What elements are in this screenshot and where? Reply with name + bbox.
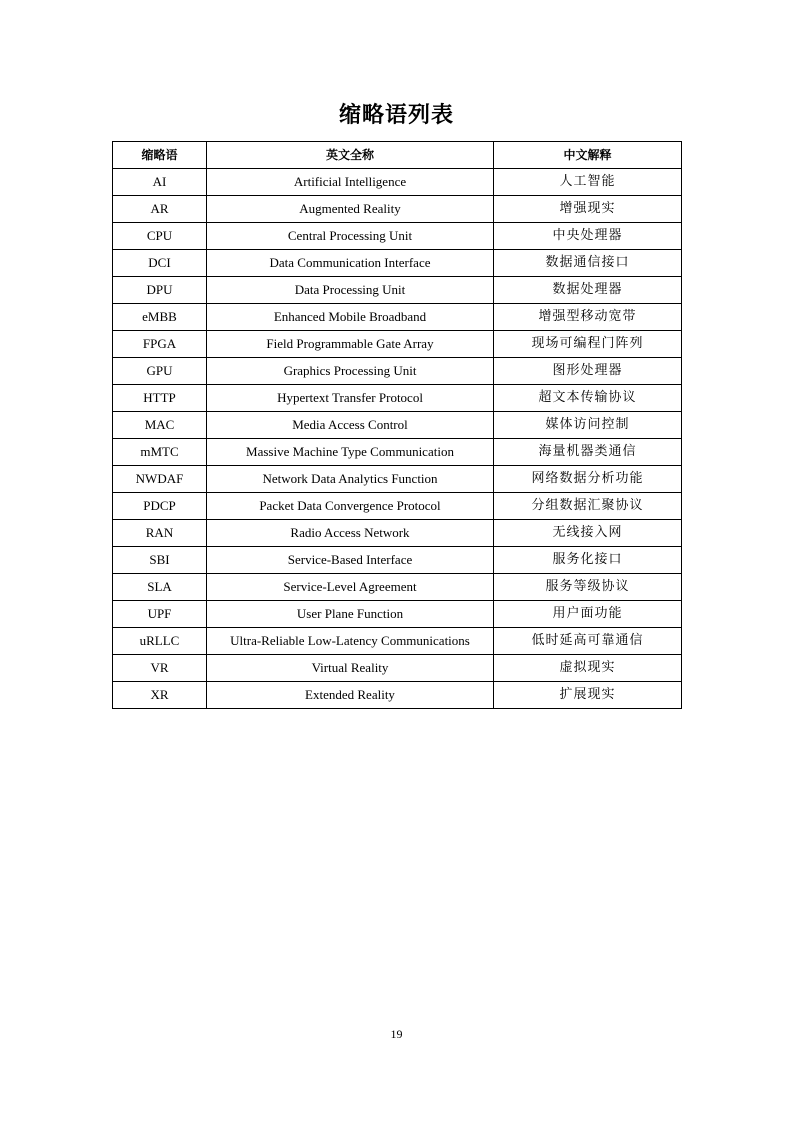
cell-english-full-name: Extended Reality	[207, 682, 494, 709]
cell-english-full-name: Hypertext Transfer Protocol	[207, 385, 494, 412]
abbreviation-table	[112, 141, 682, 709]
cell-english-full-name: Service-Based Interface	[207, 547, 494, 574]
cell-chinese-explanation: 增强现实	[494, 196, 682, 223]
table-row	[113, 412, 682, 439]
table-row	[113, 466, 682, 493]
cell-chinese-explanation: 低时延高可靠通信	[494, 628, 682, 655]
cell-english-full-name: Central Processing Unit	[207, 223, 494, 250]
cell-abbreviation: CPU	[113, 223, 207, 250]
cell-chinese-explanation: 虚拟现实	[494, 655, 682, 682]
cell-english-full-name: Ultra-Reliable Low-Latency Communications	[207, 628, 494, 655]
cell-english-full-name: Virtual Reality	[207, 655, 494, 682]
table-row	[113, 358, 682, 385]
table-row	[113, 547, 682, 574]
page-title: 缩略语列表	[338, 103, 454, 128]
cell-abbreviation: DPU	[113, 277, 207, 304]
cell-abbreviation: eMBB	[113, 304, 207, 331]
cell-abbreviation: VR	[113, 655, 207, 682]
table-row	[113, 520, 682, 547]
table-row	[113, 682, 682, 709]
cell-chinese-explanation: 服务等级协议	[494, 574, 682, 601]
cell-abbreviation: SLA	[113, 574, 207, 601]
cell-chinese-explanation: 分组数据汇聚协议	[494, 493, 682, 520]
header-abbreviation: 缩略语	[113, 142, 207, 169]
cell-chinese-explanation: 增强型移动宽带	[494, 304, 682, 331]
cell-chinese-explanation: 数据通信接口	[494, 250, 682, 277]
cell-abbreviation: DCI	[113, 250, 207, 277]
page-number: 19	[390, 1027, 403, 1041]
cell-english-full-name: Service-Level Agreement	[207, 574, 494, 601]
table-row	[113, 493, 682, 520]
cell-abbreviation: AR	[113, 196, 207, 223]
cell-english-full-name: Artificial Intelligence	[207, 169, 494, 196]
cell-chinese-explanation: 人工智能	[494, 169, 682, 196]
table-row	[113, 277, 682, 304]
header-chinese-explanation: 中文解释	[494, 142, 682, 169]
cell-chinese-explanation: 现场可编程门阵列	[494, 331, 682, 358]
cell-english-full-name: Data Processing Unit	[207, 277, 494, 304]
cell-abbreviation: mMTC	[113, 439, 207, 466]
cell-chinese-explanation: 无线接入网	[494, 520, 682, 547]
table-row	[113, 250, 682, 277]
cell-english-full-name: Radio Access Network	[207, 520, 494, 547]
table-row	[113, 385, 682, 412]
cell-english-full-name: Field Programmable Gate Array	[207, 331, 494, 358]
cell-chinese-explanation: 服务化接口	[494, 547, 682, 574]
table-row	[113, 223, 682, 250]
cell-english-full-name: Graphics Processing Unit	[207, 358, 494, 385]
header-english-full-name: 英文全称	[207, 142, 494, 169]
table-row	[113, 655, 682, 682]
cell-abbreviation: AI	[113, 169, 207, 196]
cell-chinese-explanation: 用户面功能	[494, 601, 682, 628]
cell-abbreviation: HTTP	[113, 385, 207, 412]
table-body	[113, 169, 682, 709]
table-row	[113, 601, 682, 628]
table-row	[113, 628, 682, 655]
cell-chinese-explanation: 网络数据分析功能	[494, 466, 682, 493]
table-row	[113, 574, 682, 601]
table-header-row	[113, 142, 682, 169]
table-row	[113, 169, 682, 196]
cell-abbreviation: RAN	[113, 520, 207, 547]
cell-chinese-explanation: 扩展现实	[494, 682, 682, 709]
cell-english-full-name: Data Communication Interface	[207, 250, 494, 277]
cell-abbreviation: uRLLC	[113, 628, 207, 655]
cell-english-full-name: Massive Machine Type Communication	[207, 439, 494, 466]
cell-chinese-explanation: 图形处理器	[494, 358, 682, 385]
cell-english-full-name: Enhanced Mobile Broadband	[207, 304, 494, 331]
cell-abbreviation: PDCP	[113, 493, 207, 520]
cell-english-full-name: Media Access Control	[207, 412, 494, 439]
cell-english-full-name: User Plane Function	[207, 601, 494, 628]
cell-abbreviation: UPF	[113, 601, 207, 628]
cell-abbreviation: FPGA	[113, 331, 207, 358]
cell-abbreviation: SBI	[113, 547, 207, 574]
cell-english-full-name: Network Data Analytics Function	[207, 466, 494, 493]
table-row	[113, 439, 682, 466]
cell-chinese-explanation: 中央处理器	[494, 223, 682, 250]
table-row	[113, 196, 682, 223]
cell-abbreviation: MAC	[113, 412, 207, 439]
table-row	[113, 304, 682, 331]
cell-chinese-explanation: 数据处理器	[494, 277, 682, 304]
cell-chinese-explanation: 海量机器类通信	[494, 439, 682, 466]
cell-abbreviation: XR	[113, 682, 207, 709]
table-row	[113, 331, 682, 358]
cell-english-full-name: Augmented Reality	[207, 196, 494, 223]
cell-chinese-explanation: 超文本传输协议	[494, 385, 682, 412]
cell-abbreviation: GPU	[113, 358, 207, 385]
cell-abbreviation: NWDAF	[113, 466, 207, 493]
cell-chinese-explanation: 媒体访问控制	[494, 412, 682, 439]
cell-english-full-name: Packet Data Convergence Protocol	[207, 493, 494, 520]
